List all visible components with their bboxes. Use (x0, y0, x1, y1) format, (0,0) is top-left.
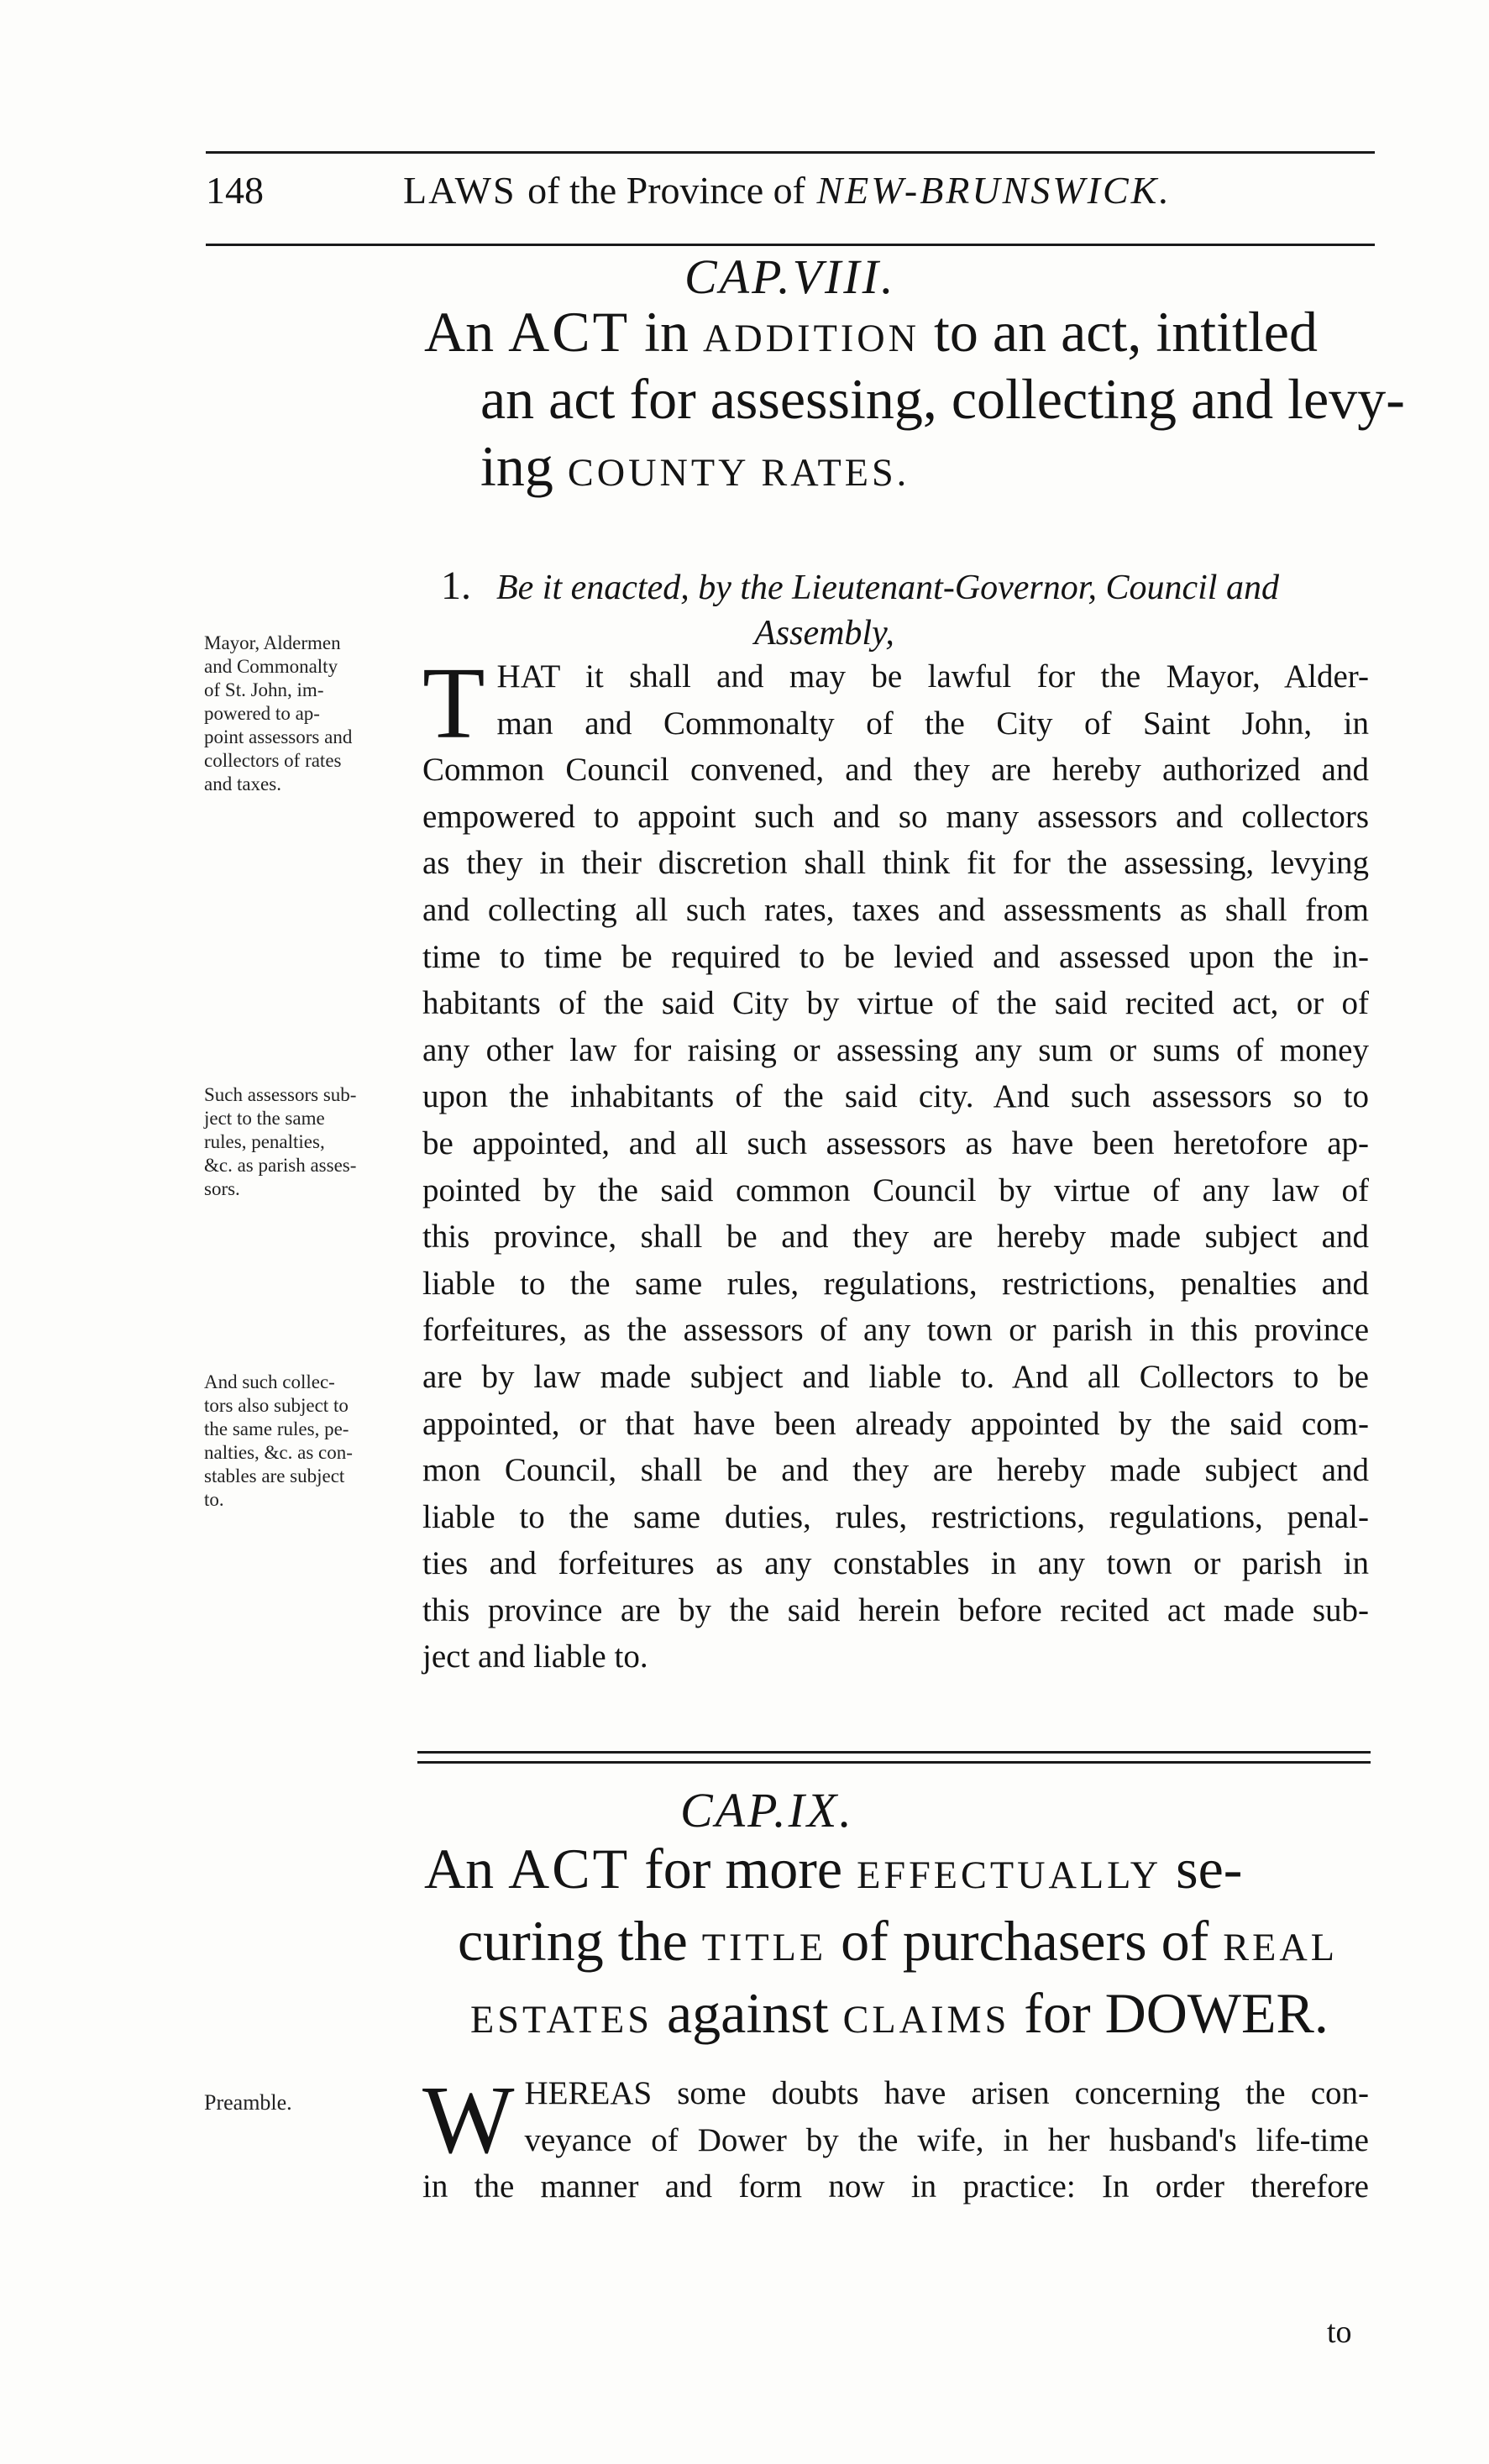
chapter-8-title-line-1: An ACT in ADDITION to an act, intitled (424, 300, 1318, 364)
body-line: and collecting all such rates, taxes and assessments as shall from (422, 891, 1369, 928)
chapter-8-body (422, 647, 1369, 1680)
dropcap-t: T (422, 647, 485, 760)
enacting-clause-line-2: Assembly, (754, 614, 894, 653)
body-line: man and Commonalty of the City of Saint John, in (496, 705, 1369, 742)
body-line: pointed by the said common Council by virtue of any law of (422, 1172, 1369, 1208)
section-number: 1. (441, 564, 471, 608)
body-line: appointed, or that have been already appointed by the said com- (422, 1405, 1369, 1442)
header-top-rule (206, 151, 1375, 154)
body-line: liable to the same duties, rules, restrictions, regulations, penal- (422, 1498, 1369, 1535)
chapter-9-title-line-1: An ACT for more EFFECTUALLY se- (424, 1837, 1243, 1900)
body-line: Common Council convened, and they are hereby authorized and (422, 752, 1369, 789)
body-line: in the manner and form now in practice: In order therefore (422, 2168, 1369, 2205)
running-head (206, 168, 1365, 218)
body-line: are by law made subject and liable to. And all Collectors to be (422, 1358, 1369, 1395)
chapter-9-label: CAP.IX. (680, 1783, 854, 1838)
body-line: empowered to appoint such and so many assessors and collectors (422, 798, 1369, 835)
body-line: ties and forfeitures as any constables in any town or parish in (422, 1545, 1369, 1582)
page-number: 148 (206, 169, 264, 212)
enacting-clause-line-1: Be it enacted, by the Lieutenant-Governor, Council and (496, 569, 1279, 607)
running-title (403, 168, 1172, 212)
body-line: as they in their discretion shall think fit for the assessing, levying (422, 845, 1369, 882)
body-line: habitants of the said City by virtue of the said recited act, or of (422, 985, 1369, 1022)
body-line: HAT it shall and may be lawful for the Mayor, Alder- (496, 658, 1369, 695)
margin-note-assessors: Such assessors sub- ject to the same rules, penalties, &c. as parish asses- sors. (204, 1084, 357, 1199)
body-line: veyance of Dower by the wife, in her husband's life-time (524, 2121, 1369, 2158)
chapter-8-title-line-3: ing COUNTY RATES. (480, 434, 910, 498)
chapter-8-label: CAP.VIII. (684, 249, 896, 304)
chapter-9-title-line-3: ESTATES against CLAIMS for DOWER. (470, 1981, 1329, 2045)
margin-note-preamble: Preamble. (204, 2090, 292, 2115)
body-line: ject and liable to. (422, 1638, 648, 1675)
body-line: forfeitures, as the assessors of any town or parish in this province (422, 1312, 1369, 1349)
body-line: mon Council, shall be and they are hereby made subject and (422, 1452, 1369, 1489)
chapter-divider-rule-bottom (417, 1761, 1371, 1764)
body-line: this province are by the said herein before recited act made sub- (422, 1591, 1369, 1628)
dropcap-w: W (422, 2067, 515, 2174)
title-word-act: ACT (508, 300, 631, 364)
body-line: liable to the same rules, regulations, restrictions, penalties and (422, 1265, 1369, 1302)
body-line: upon the inhabitants of the said city. And such assessors so to (422, 1078, 1369, 1115)
running-title-laws: LAWS (403, 169, 516, 212)
enacting-clause (441, 563, 1369, 609)
running-title-mid: of the Province of (527, 169, 805, 212)
body-line: be appointed, and all such assessors as have been heretofore ap- (422, 1125, 1369, 1161)
chapter-divider-rule-top (417, 1751, 1371, 1754)
chapter-9-title-line-2: curing the TITLE of purchasers of REAL (458, 1909, 1338, 1973)
header-bottom-rule (206, 244, 1375, 246)
margin-note-mayor: Mayor, Aldermen and Commonalty of St. John, im- powered to ap- point assessors and collectors of rates and taxes. (204, 632, 353, 794)
body-line: this province, shall be and they are hereby made subject and (422, 1219, 1369, 1256)
chapter-9-body (422, 2067, 1369, 2210)
body-line: time to time be required to be levied and assessed upon the in- (422, 938, 1369, 975)
margin-note-collectors: And such collec- tors also subject to the same rules, pe- nalties, &c. as con- stables are subject to. (204, 1371, 353, 1510)
body-line: any other law for raising or assessing any sum or sums of money (422, 1031, 1369, 1068)
chapter-9-title (424, 1835, 1338, 2052)
body-line: HEREAS some doubts have arisen concerning the con- (524, 2075, 1369, 2111)
catchword: to (1327, 2315, 1352, 2350)
chapter-8-title (424, 298, 1405, 500)
chapter-8-title-line-2: an act for assessing, collecting and levy- (480, 367, 1405, 431)
running-title-province: NEW-BRUNSWICK. (816, 169, 1172, 212)
